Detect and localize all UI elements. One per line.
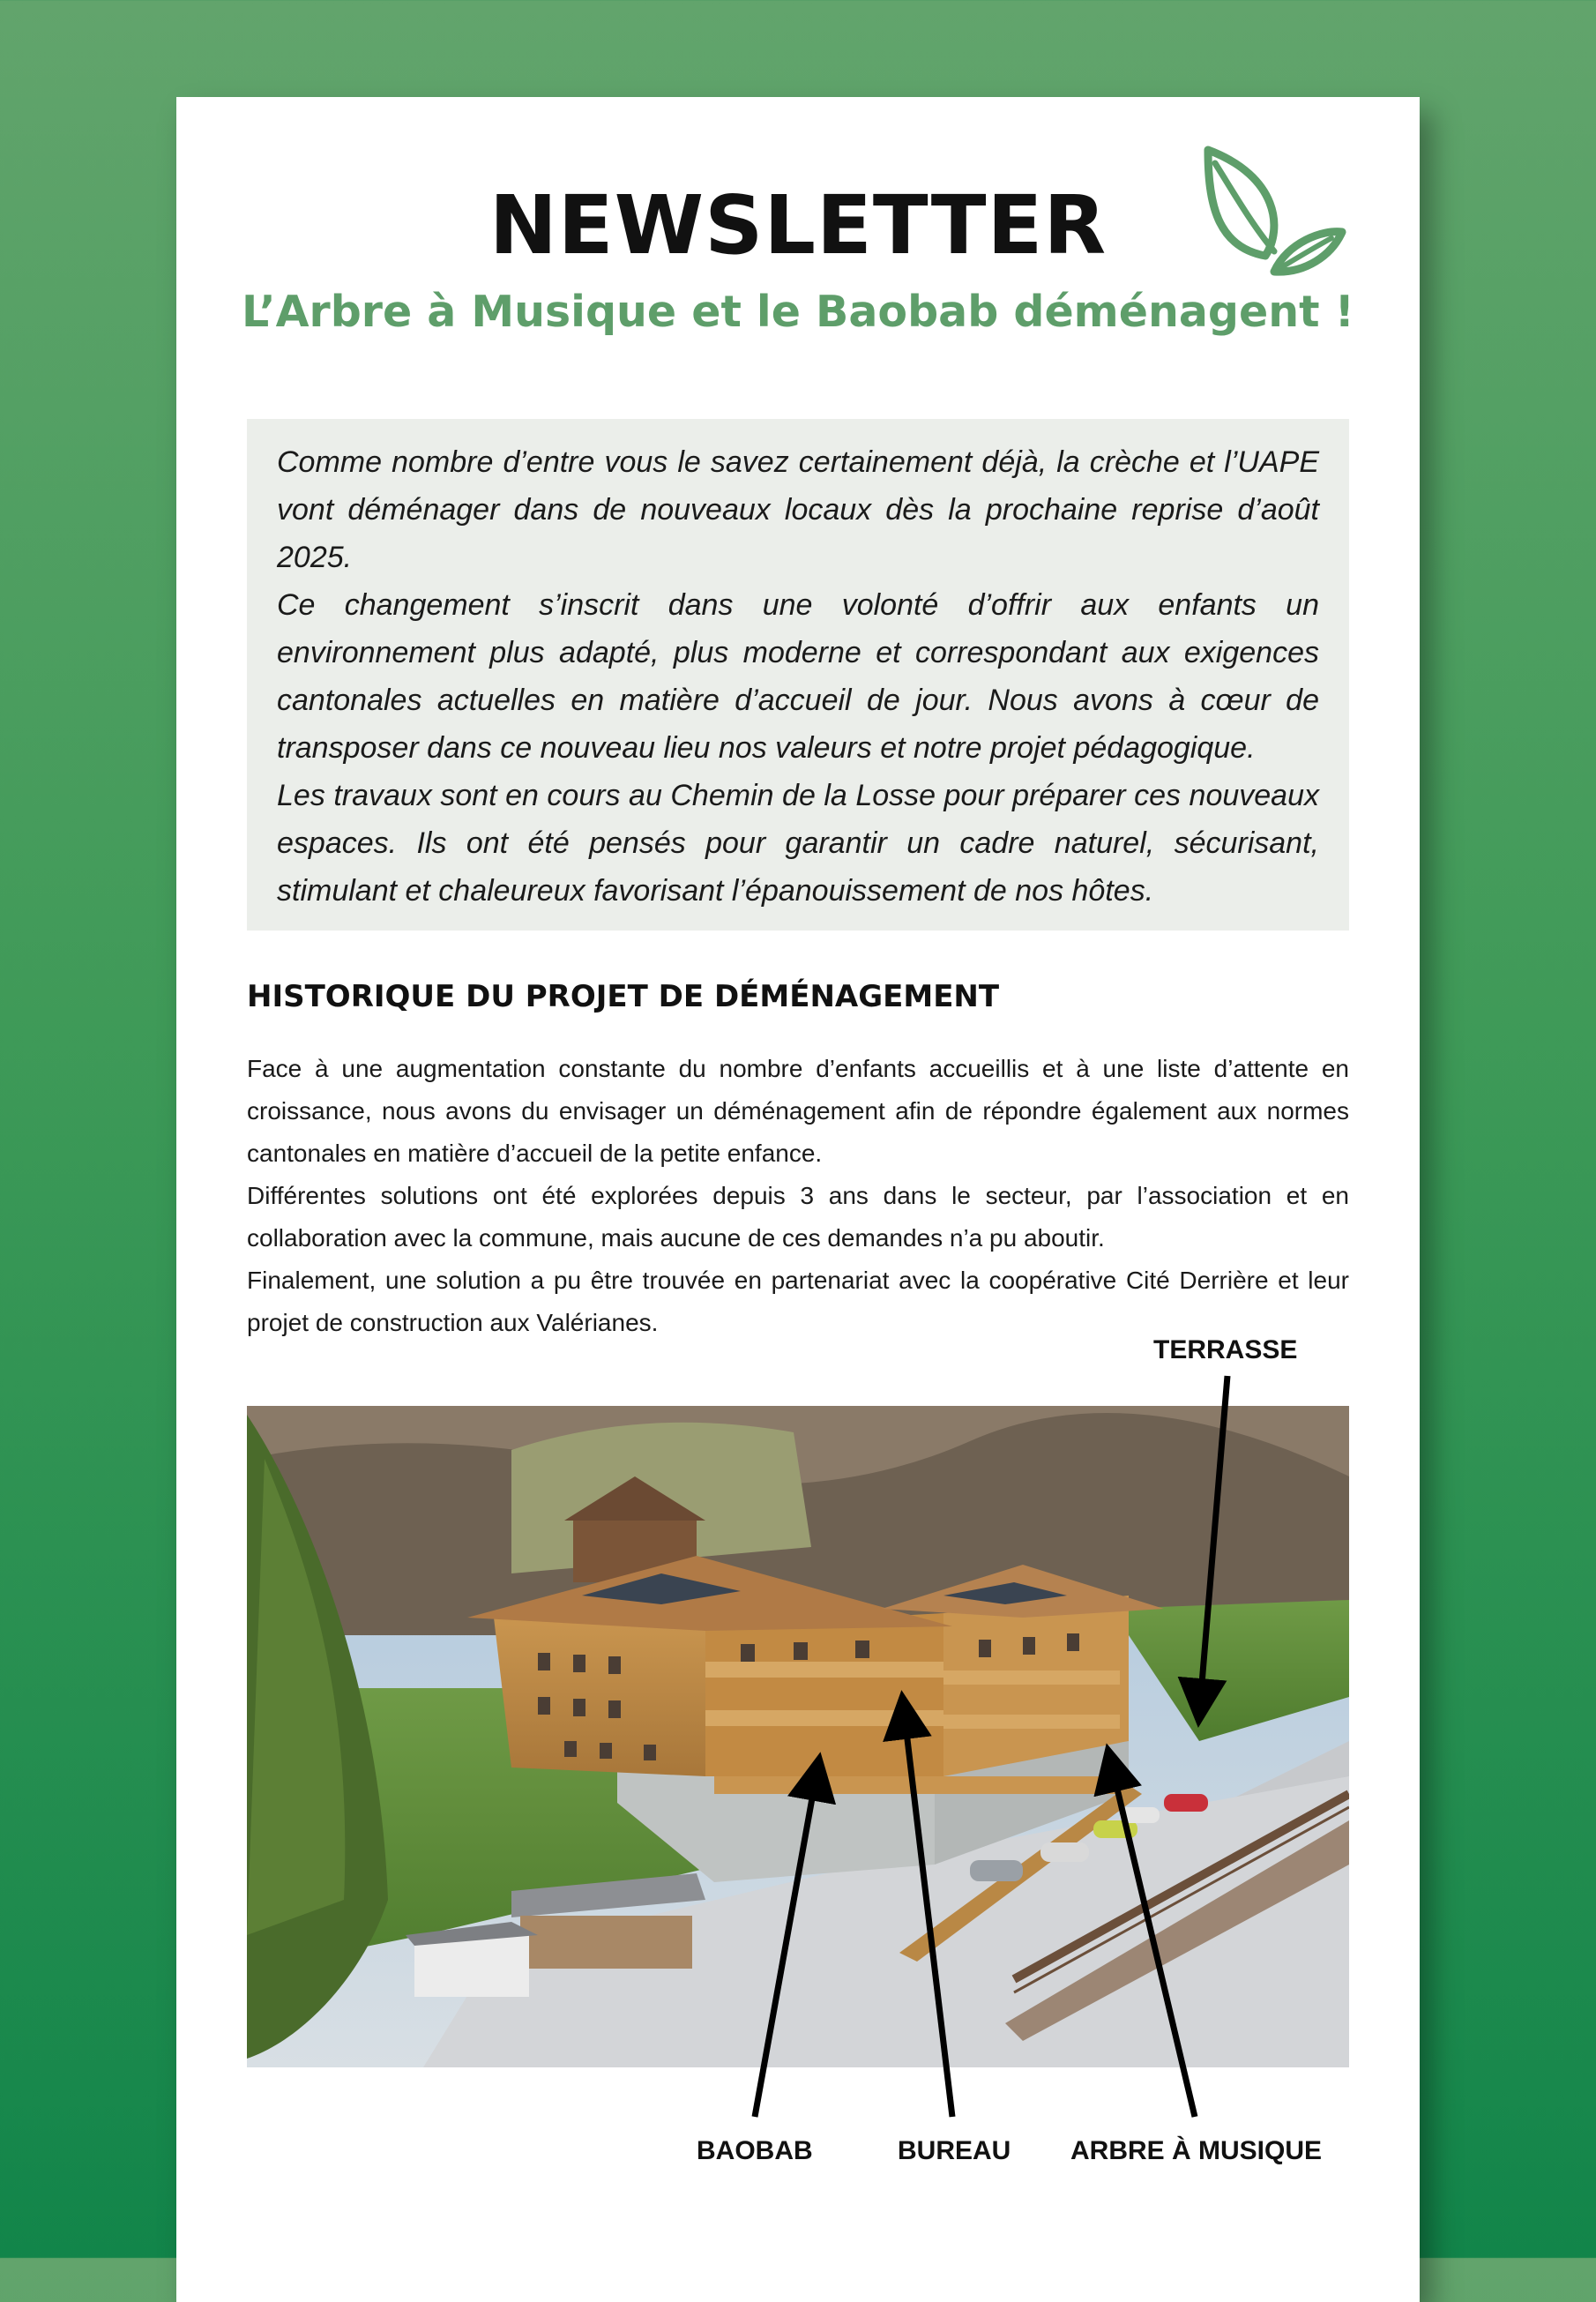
- history-body: [247, 1048, 1349, 1344]
- baobab-label: BAOBAB: [697, 2136, 813, 2165]
- newsletter-page: [176, 97, 1420, 2302]
- leaves-icon: [1199, 141, 1349, 282]
- intro-paragraph: Les travaux sont en cours au Chemin de la Losse pour préparer ces nouveaux espaces. Ils ont été pensés pour garantir un cadre naturel, sécurisant, stimulant et chaleureux favorisant l’épanouissement de nos hôtes.: [277, 779, 1319, 908]
- intro-paragraph: Comme nombre d’entre vous le savez certainement déjà, la crèche et l’UAPE vont déménager dans de nouveaux locaux dès la prochaine reprise d’août 2025.: [277, 445, 1319, 574]
- office-label: BUREAU: [898, 2136, 1011, 2165]
- building-rendering-photo: [247, 1406, 1349, 2067]
- intro-box: [247, 419, 1349, 931]
- history-section-title: HISTORIQUE DU PROJET DE DÉMÉNAGEMENT: [247, 979, 1000, 1014]
- newsletter-title: NEWSLETTER: [488, 178, 1108, 273]
- history-paragraph: Face à une augmentation constante du nombre d’enfants accueillis et à une liste d’attente en croissance, nous avons du envisager un déménagement afin de répondre également aux normes cantonales en matière d’accueil de la petite enfance.: [247, 1055, 1349, 1167]
- terrace-label: TERRASSE: [1153, 1335, 1298, 1364]
- newsletter-subtitle: L’Arbre à Musique et le Baobab déménagent !: [242, 287, 1354, 337]
- intro-paragraph: Ce changement s’inscrit dans une volonté d’offrir aux enfants un environnement plus adapté, plus moderne et correspondant aux exigences cantonales actuelles en matière d’accueil de jour. Nous avons à cœur de transposer dans ce nouveau lieu nos valeurs et notre projet pédagogique.: [277, 588, 1319, 765]
- music-tree-label: ARBRE À MUSIQUE: [1070, 2136, 1323, 2165]
- history-paragraph: Différentes solutions ont été explorées depuis 3 ans dans le secteur, par l’association et en collaboration avec la commune, mais aucune de ces demandes n’a pu aboutir.: [247, 1182, 1349, 1252]
- history-paragraph: Finalement, une solution a pu être trouvée en partenariat avec la coopérative Cité Derrière et leur projet de construction aux Valérianes.: [247, 1267, 1349, 1336]
